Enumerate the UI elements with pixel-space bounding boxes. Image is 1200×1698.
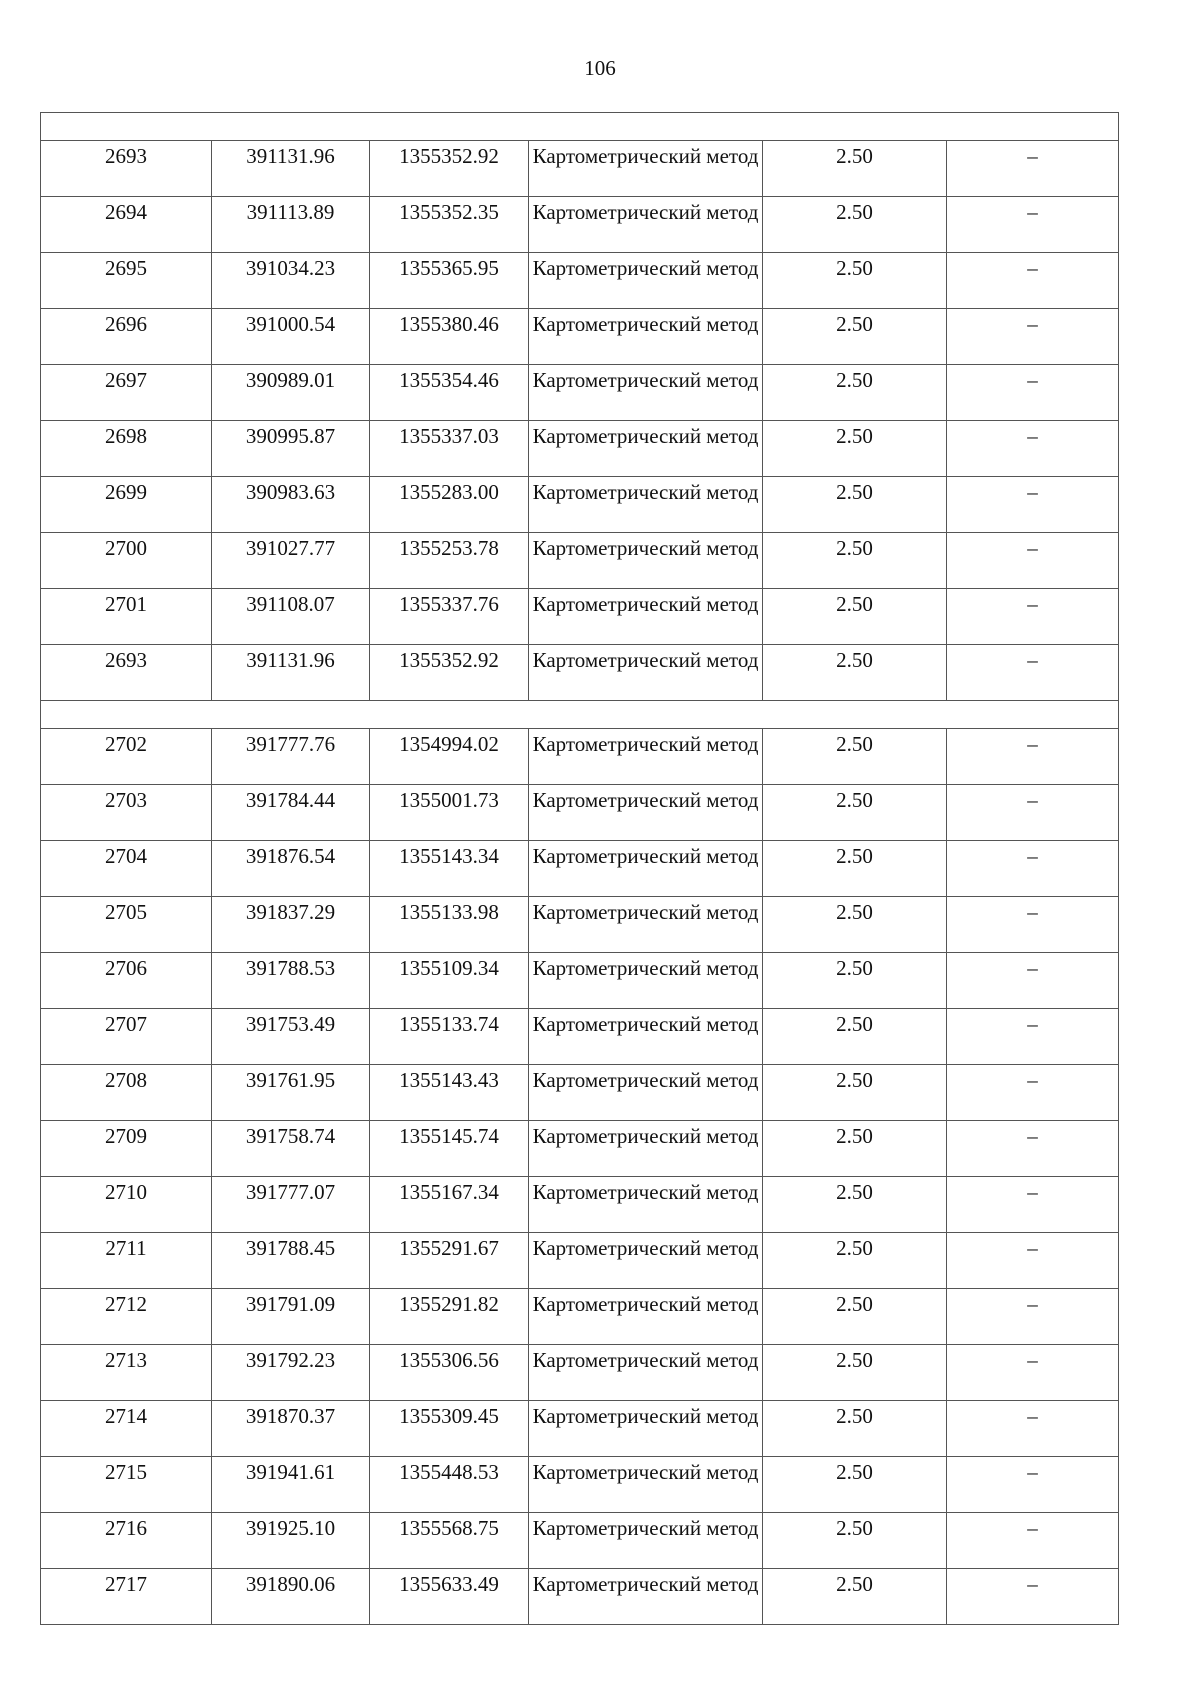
x-coordinate-cell: 391758.74: [212, 1121, 370, 1177]
method-cell: Картометрический метод: [529, 1345, 763, 1401]
point-number-cell: 2699: [41, 477, 212, 533]
x-coordinate-cell: 391890.06: [212, 1569, 370, 1625]
table-row: [41, 533, 1119, 589]
table-row: [41, 1009, 1119, 1065]
table-row: [41, 841, 1119, 897]
point-number-cell: 2704: [41, 841, 212, 897]
method-cell: Картометрический метод: [529, 477, 763, 533]
description-cell: –: [947, 785, 1119, 841]
accuracy-cell: 2.50: [763, 1457, 947, 1513]
table-row: [41, 365, 1119, 421]
x-coordinate-cell: 391131.96: [212, 645, 370, 701]
x-coordinate-cell: 391791.09: [212, 1289, 370, 1345]
y-coordinate-cell: 1355133.74: [370, 1009, 529, 1065]
accuracy-cell: 2.50: [763, 141, 947, 197]
accuracy-cell: 2.50: [763, 421, 947, 477]
x-coordinate-cell: 391925.10: [212, 1513, 370, 1569]
y-coordinate-cell: 1355354.46: [370, 365, 529, 421]
point-number-cell: 2697: [41, 365, 212, 421]
point-number-cell: 2712: [41, 1289, 212, 1345]
method-cell: Картометрический метод: [529, 421, 763, 477]
point-number-cell: 2709: [41, 1121, 212, 1177]
y-coordinate-cell: 1355337.76: [370, 589, 529, 645]
y-coordinate-cell: 1355143.34: [370, 841, 529, 897]
accuracy-cell: 2.50: [763, 1289, 947, 1345]
point-number-cell: 2717: [41, 1569, 212, 1625]
table-row: [41, 1513, 1119, 1569]
method-cell: Картометрический метод: [529, 1177, 763, 1233]
y-coordinate-cell: 1355133.98: [370, 897, 529, 953]
description-cell: –: [947, 729, 1119, 785]
method-cell: Картометрический метод: [529, 785, 763, 841]
table-row: [41, 309, 1119, 365]
description-cell: –: [947, 477, 1119, 533]
table-row: [41, 1345, 1119, 1401]
table-row: [41, 1065, 1119, 1121]
table-row: [41, 1569, 1119, 1625]
description-cell: –: [947, 365, 1119, 421]
point-number-cell: 2700: [41, 533, 212, 589]
x-coordinate-cell: 391777.07: [212, 1177, 370, 1233]
table-row: [41, 421, 1119, 477]
method-cell: Картометрический метод: [529, 953, 763, 1009]
y-coordinate-cell: 1355143.43: [370, 1065, 529, 1121]
table-row: [41, 785, 1119, 841]
accuracy-cell: 2.50: [763, 1009, 947, 1065]
description-cell: –: [947, 421, 1119, 477]
table-row: [41, 197, 1119, 253]
point-number-cell: 2714: [41, 1401, 212, 1457]
x-coordinate-cell: 391000.54: [212, 309, 370, 365]
description-cell: –: [947, 1289, 1119, 1345]
y-coordinate-cell: 1355109.34: [370, 953, 529, 1009]
y-coordinate-cell: 1355448.53: [370, 1457, 529, 1513]
accuracy-cell: 2.50: [763, 785, 947, 841]
accuracy-cell: 2.50: [763, 533, 947, 589]
description-cell: –: [947, 141, 1119, 197]
section-label: [41, 113, 1119, 141]
point-number-cell: 2695: [41, 253, 212, 309]
coordinates-table-body: [41, 113, 1119, 1625]
point-number-cell: 2693: [41, 141, 212, 197]
accuracy-cell: 2.50: [763, 1233, 947, 1289]
y-coordinate-cell: 1355380.46: [370, 309, 529, 365]
y-coordinate-cell: 1355291.67: [370, 1233, 529, 1289]
point-number-cell: 2710: [41, 1177, 212, 1233]
point-number-cell: 2711: [41, 1233, 212, 1289]
x-coordinate-cell: 391837.29: [212, 897, 370, 953]
point-number-cell: 2716: [41, 1513, 212, 1569]
accuracy-cell: 2.50: [763, 729, 947, 785]
y-coordinate-cell: 1355633.49: [370, 1569, 529, 1625]
method-cell: Картометрический метод: [529, 1121, 763, 1177]
x-coordinate-cell: 390989.01: [212, 365, 370, 421]
description-cell: –: [947, 1513, 1119, 1569]
point-number-cell: 2694: [41, 197, 212, 253]
accuracy-cell: 2.50: [763, 1401, 947, 1457]
coordinates-table: [40, 112, 1119, 1625]
method-cell: Картометрический метод: [529, 141, 763, 197]
accuracy-cell: 2.50: [763, 897, 947, 953]
method-cell: Картометрический метод: [529, 589, 763, 645]
point-number-cell: 2705: [41, 897, 212, 953]
description-cell: –: [947, 1457, 1119, 1513]
method-cell: Картометрический метод: [529, 1513, 763, 1569]
description-cell: –: [947, 533, 1119, 589]
accuracy-cell: 2.50: [763, 589, 947, 645]
method-cell: Картометрический метод: [529, 841, 763, 897]
x-coordinate-cell: 391761.95: [212, 1065, 370, 1121]
method-cell: Картометрический метод: [529, 645, 763, 701]
x-coordinate-cell: 391870.37: [212, 1401, 370, 1457]
table-row: [41, 1289, 1119, 1345]
method-cell: Картометрический метод: [529, 365, 763, 421]
y-coordinate-cell: 1355568.75: [370, 1513, 529, 1569]
description-cell: –: [947, 1233, 1119, 1289]
y-coordinate-cell: 1355145.74: [370, 1121, 529, 1177]
y-coordinate-cell: 1354994.02: [370, 729, 529, 785]
method-cell: Картометрический метод: [529, 1065, 763, 1121]
accuracy-cell: 2.50: [763, 1177, 947, 1233]
point-number-cell: 2703: [41, 785, 212, 841]
y-coordinate-cell: 1355352.92: [370, 141, 529, 197]
y-coordinate-cell: 1355283.00: [370, 477, 529, 533]
point-number-cell: 2706: [41, 953, 212, 1009]
x-coordinate-cell: 391792.23: [212, 1345, 370, 1401]
method-cell: Картометрический метод: [529, 197, 763, 253]
page-number: 106: [584, 56, 616, 80]
method-cell: Картометрический метод: [529, 1009, 763, 1065]
table-row: [41, 1457, 1119, 1513]
description-cell: –: [947, 1569, 1119, 1625]
x-coordinate-cell: 390995.87: [212, 421, 370, 477]
accuracy-cell: 2.50: [763, 645, 947, 701]
y-coordinate-cell: 1355337.03: [370, 421, 529, 477]
x-coordinate-cell: 390983.63: [212, 477, 370, 533]
description-cell: –: [947, 1177, 1119, 1233]
point-number-cell: 2698: [41, 421, 212, 477]
table-row: [41, 253, 1119, 309]
x-coordinate-cell: 391108.07: [212, 589, 370, 645]
x-coordinate-cell: 391753.49: [212, 1009, 370, 1065]
method-cell: Картометрический метод: [529, 309, 763, 365]
x-coordinate-cell: 391788.45: [212, 1233, 370, 1289]
accuracy-cell: 2.50: [763, 309, 947, 365]
description-cell: –: [947, 841, 1119, 897]
accuracy-cell: 2.50: [763, 477, 947, 533]
table-row: [41, 645, 1119, 701]
x-coordinate-cell: 391113.89: [212, 197, 370, 253]
y-coordinate-cell: 1355352.35: [370, 197, 529, 253]
table-row: [41, 477, 1119, 533]
description-cell: –: [947, 897, 1119, 953]
method-cell: Картометрический метод: [529, 253, 763, 309]
section-label: [41, 701, 1119, 729]
description-cell: –: [947, 1401, 1119, 1457]
description-cell: –: [947, 197, 1119, 253]
accuracy-cell: 2.50: [763, 1569, 947, 1625]
point-number-cell: 2702: [41, 729, 212, 785]
description-cell: –: [947, 309, 1119, 365]
x-coordinate-cell: 391784.44: [212, 785, 370, 841]
point-number-cell: 2708: [41, 1065, 212, 1121]
section-separator-row: [41, 701, 1119, 729]
description-cell: –: [947, 1009, 1119, 1065]
x-coordinate-cell: 391941.61: [212, 1457, 370, 1513]
accuracy-cell: 2.50: [763, 197, 947, 253]
point-number-cell: 2693: [41, 645, 212, 701]
table-row: [41, 1233, 1119, 1289]
y-coordinate-cell: 1355167.34: [370, 1177, 529, 1233]
y-coordinate-cell: 1355001.73: [370, 785, 529, 841]
table-row: [41, 729, 1119, 785]
description-cell: –: [947, 589, 1119, 645]
description-cell: –: [947, 645, 1119, 701]
method-cell: Картометрический метод: [529, 1401, 763, 1457]
x-coordinate-cell: 391876.54: [212, 841, 370, 897]
description-cell: –: [947, 953, 1119, 1009]
accuracy-cell: 2.50: [763, 253, 947, 309]
accuracy-cell: 2.50: [763, 365, 947, 421]
table-row: [41, 589, 1119, 645]
point-number-cell: 2696: [41, 309, 212, 365]
table-row: [41, 1121, 1119, 1177]
accuracy-cell: 2.50: [763, 953, 947, 1009]
accuracy-cell: 2.50: [763, 1121, 947, 1177]
description-cell: –: [947, 1121, 1119, 1177]
y-coordinate-cell: 1355309.45: [370, 1401, 529, 1457]
method-cell: Картометрический метод: [529, 897, 763, 953]
method-cell: Картометрический метод: [529, 1569, 763, 1625]
table-row: [41, 1177, 1119, 1233]
accuracy-cell: 2.50: [763, 1345, 947, 1401]
section-separator-row: [41, 113, 1119, 141]
point-number-cell: 2713: [41, 1345, 212, 1401]
table-row: [41, 1401, 1119, 1457]
method-cell: Картометрический метод: [529, 1233, 763, 1289]
accuracy-cell: 2.50: [763, 1065, 947, 1121]
accuracy-cell: 2.50: [763, 841, 947, 897]
y-coordinate-cell: 1355365.95: [370, 253, 529, 309]
point-number-cell: 2707: [41, 1009, 212, 1065]
method-cell: Картометрический метод: [529, 729, 763, 785]
point-number-cell: 2701: [41, 589, 212, 645]
description-cell: –: [947, 1345, 1119, 1401]
method-cell: Картометрический метод: [529, 1289, 763, 1345]
method-cell: Картометрический метод: [529, 533, 763, 589]
method-cell: Картометрический метод: [529, 1457, 763, 1513]
y-coordinate-cell: 1355306.56: [370, 1345, 529, 1401]
y-coordinate-cell: 1355352.92: [370, 645, 529, 701]
description-cell: –: [947, 1065, 1119, 1121]
y-coordinate-cell: 1355291.82: [370, 1289, 529, 1345]
accuracy-cell: 2.50: [763, 1513, 947, 1569]
x-coordinate-cell: 391131.96: [212, 141, 370, 197]
x-coordinate-cell: 391777.76: [212, 729, 370, 785]
x-coordinate-cell: 391788.53: [212, 953, 370, 1009]
table-row: [41, 953, 1119, 1009]
table-row: [41, 141, 1119, 197]
x-coordinate-cell: 391027.77: [212, 533, 370, 589]
x-coordinate-cell: 391034.23: [212, 253, 370, 309]
point-number-cell: 2715: [41, 1457, 212, 1513]
description-cell: –: [947, 253, 1119, 309]
table-row: [41, 897, 1119, 953]
y-coordinate-cell: 1355253.78: [370, 533, 529, 589]
